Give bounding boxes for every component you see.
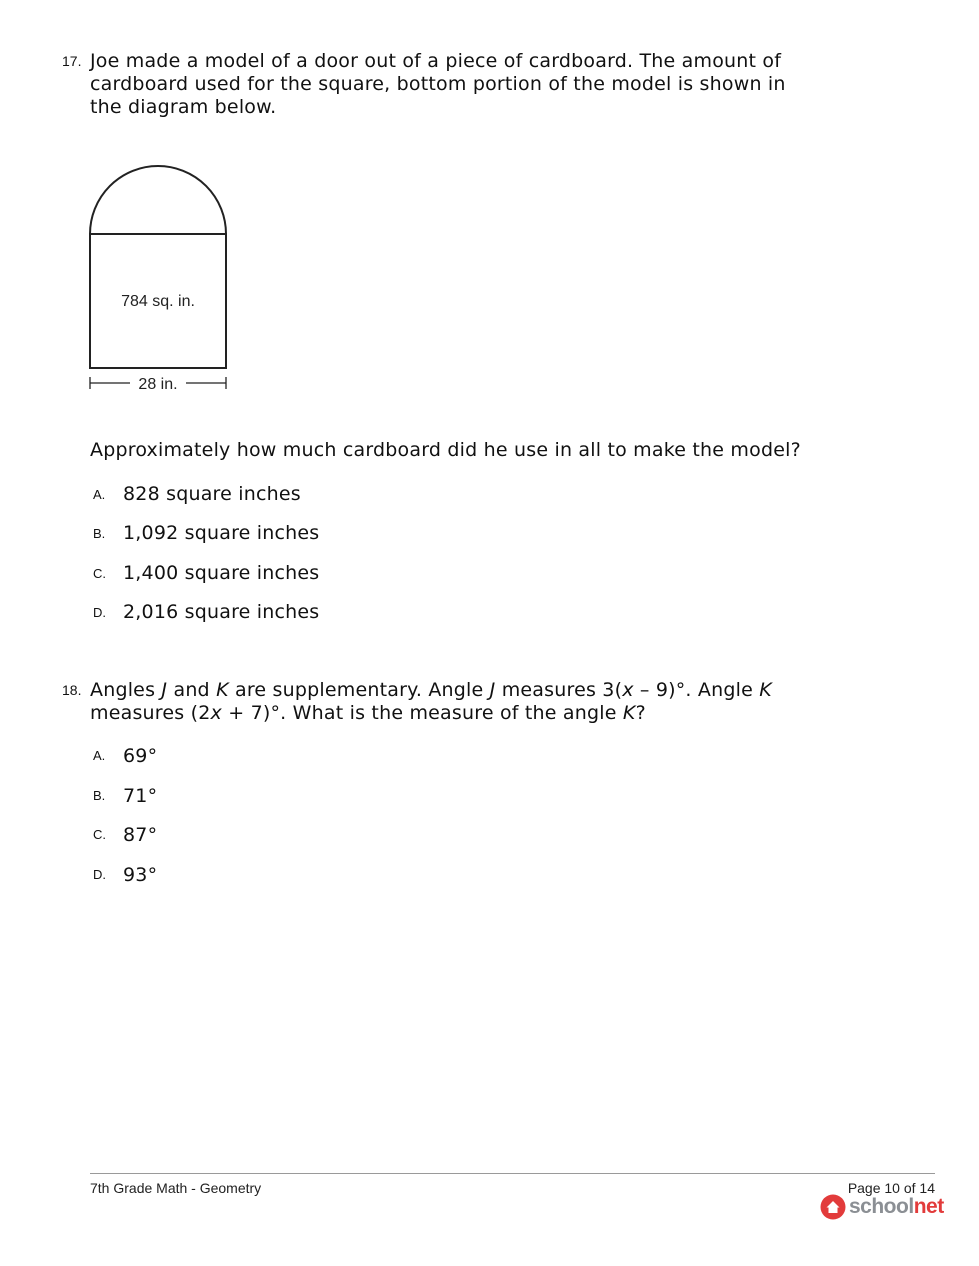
- question-17-number: 17.: [62, 53, 82, 69]
- q18-choice-d-letter: D.: [93, 867, 106, 882]
- question-17-text-line-2: cardboard used for the square, bottom portion of the model is shown in: [90, 73, 786, 95]
- footer-divider: [90, 1173, 935, 1174]
- q17-choice-b-letter: B.: [93, 526, 106, 541]
- q18-choice-b-text[interactable]: 71°: [123, 785, 158, 807]
- q18-choice-a-letter: A.: [93, 748, 106, 763]
- width-label: 28 in.: [138, 376, 178, 393]
- q17-choice-c-text[interactable]: 1,400 square inches: [123, 562, 320, 584]
- door-model-diagram: [86, 162, 236, 397]
- q17-choice-b-text[interactable]: 1,092 square inches: [123, 522, 320, 544]
- q18-choice-b-letter: B.: [93, 788, 106, 803]
- footer-course-title: 7th Grade Math - Geometry: [90, 1180, 262, 1196]
- footer-page-number: Page 10 of 14: [847, 1180, 935, 1196]
- q17-choice-a-text[interactable]: 828 square inches: [123, 483, 301, 505]
- q18-choice-d-text[interactable]: 93°: [123, 864, 158, 886]
- q18-choice-c-text[interactable]: 87°: [123, 824, 158, 846]
- area-label: 784 sq. in.: [121, 293, 195, 310]
- question-17-text-line-1: Joe made a model of a door out of a piece of cardboard. The amount of: [90, 50, 782, 72]
- question-18-text-line-1: Angles J and K are supplementary. Angle J measures 3(x – 9)°. Angle K: [90, 679, 772, 701]
- logo-word-net: net: [913, 1195, 944, 1218]
- question-17-prompt: Approximately how much cardboard did he use in all to make the model?: [90, 439, 801, 461]
- question-18-number: 18.: [62, 682, 82, 698]
- house-icon: [820, 1194, 846, 1220]
- question-17-text-line-3: the diagram below.: [90, 96, 277, 118]
- q17-choice-a-letter: A.: [93, 487, 106, 502]
- q18-choice-c-letter: C.: [93, 827, 106, 842]
- question-18-text-line-2: measures (2x + 7)°. What is the measure of the angle K?: [90, 702, 646, 724]
- q17-choice-c-letter: C.: [93, 566, 106, 581]
- q17-choice-d-letter: D.: [93, 605, 106, 620]
- logo-word-school: school: [849, 1195, 914, 1218]
- q18-choice-a-text[interactable]: 69°: [123, 745, 158, 767]
- schoolnet-logo: [820, 1194, 944, 1220]
- q17-choice-d-text[interactable]: 2,016 square inches: [123, 601, 320, 623]
- semicircle-top: [90, 166, 226, 234]
